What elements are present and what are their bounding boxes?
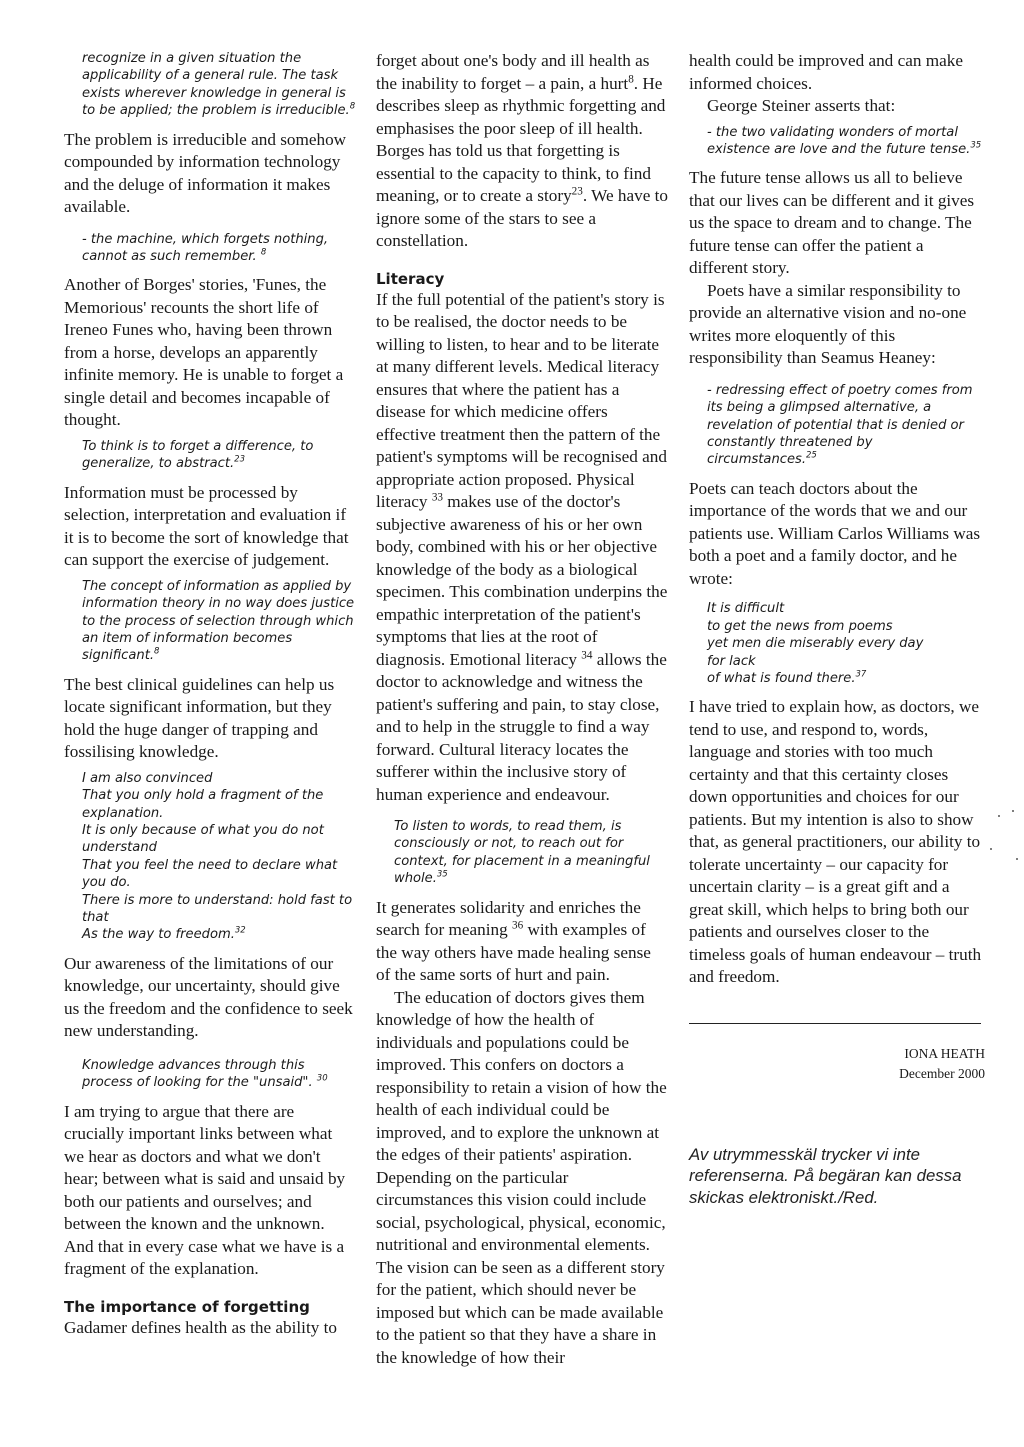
scan-speck — [1012, 810, 1014, 812]
paragraph: Poets can teach doctors about the importance of the words that we and our patients use. William Carlos Williams was both a poet and a family doctor, and he wrote: — [689, 478, 981, 588]
quote-gadamer-rule — [64, 50, 356, 120]
quote-unsaid — [64, 1057, 356, 1092]
column-2 — [376, 50, 668, 1369]
quote-text: - the two validating wonders of mortal existence are love and the future tense. — [707, 124, 971, 157]
paragraph: I have tried to explain how, as doctors, we tend to use, and respond to, words, language and stories with too much certainty and that this certainty closes down opportunities and choices for our patients. But my intention is also to show that, as general practitioners, our ability to tolerate uncertainty – our capacity for uncertain clarity – is a great gift and a great skill, which helps to bring both our patients and ourselves closer to the timeless goals of human endeavour – truth and freedom. — [689, 697, 982, 987]
poem-line-text: As the way to freedom. — [82, 927, 235, 943]
section-heading: The importance of forgetting — [64, 1297, 310, 1316]
scan-speck — [990, 848, 992, 850]
footnote-ref: 37 — [855, 669, 867, 680]
paragraph: Poets have a similar responsibility to provide an alternative vision and no-one writes more eloquently of this responsibility than Seamus Heaney: — [689, 280, 967, 368]
footnote-ref: 8 — [260, 247, 267, 258]
quote-text: - redressing effect of poetry comes from its being a glimpsed alternative, a revelation of potential that is denied or constantly threatened by circumstances. — [707, 382, 973, 468]
poem-line: I am also convinced — [82, 770, 213, 786]
footnote-ref: 8 — [628, 72, 634, 85]
quote-machine — [64, 231, 356, 266]
poem-line: It is difficult — [707, 601, 785, 617]
quote-williams-poem — [689, 600, 985, 687]
quote-text: The concept of information as applied by information theory in no way does justice to the process of selection through which an item of information becomes significant. — [82, 578, 355, 664]
editorial-note: Av utrymmesskäl trycker vi inte referenserna. På begäran kan dessa skickas elektroniskt./Red. — [689, 1144, 962, 1207]
poem-line: That you feel the need to declare what you do. — [82, 857, 338, 891]
column-3 — [689, 50, 985, 1208]
paragraph: The future tense allows us all to believe that our lives can be different and it gives us the space to dream and to change. The future tense can offer the patient a different story. — [689, 168, 975, 278]
scan-speck — [1016, 858, 1018, 860]
paragraph: I am trying to argue that there are crucially important links between what we hear as doctors and what we don't hear; between what is said and unsaid by both our patients and ourselves; and between the known and the unknown. And that in every case what we have is a fragment of the explanation. — [64, 1101, 346, 1279]
poem-line: yet men die miserably every day — [707, 636, 924, 652]
quote-information-theory — [64, 578, 356, 665]
footnote-ref: 32 — [234, 926, 246, 937]
text-run: It generates solidarity and enriches the search for meaning — [376, 897, 641, 940]
footnote-ref: 23 — [571, 185, 583, 198]
paragraph: George Steiner asserts that: — [707, 96, 896, 115]
poem-line: to get the news from poems — [707, 618, 893, 634]
paragraph: The education of doctors gives them knowledge of how the health of individuals and populations could be improved. This confers on doctors a responsibility to retain a vision of how the health of each individual could be improved, and to explore the unknown at the edges of their patients' aspiration. Depending on the particular circumstances this vision could include social, psychological, physical, economic, nutritional and environmental elements. The vision can be seen as a different story for the patient, which should never be imposed but which can be made available to the patient so that they have a share in the knowledge of how their — [376, 987, 667, 1367]
poem-line — [707, 670, 985, 687]
section-heading: Literacy — [376, 269, 445, 288]
footnote-ref: 30 — [316, 1073, 328, 1084]
quote-text: To think is to forget a difference, to generalize, to abstract. — [82, 438, 314, 472]
paragraph: Gadamer defines health as the ability to — [64, 1317, 337, 1337]
poem-line — [82, 926, 356, 943]
poem-line: It is only because of what you do not understand — [82, 823, 324, 856]
text-run: . He describes sleep as rhythmic forgetting and emphasises the poor sleep of ill health. Borges has told us that forgetting is essential to the capacity to think, to find meaning, or to create a story — [376, 73, 666, 205]
poem-line: That you only hold a fragment of the explanation. — [82, 788, 324, 821]
poem-line-text: of what is found there. — [707, 670, 856, 686]
text-run: allows the doctor to acknowledge and witness the patient's suffering and pain, to stay close, and to help in the struggle to find a way forward. Cultural literacy locates the sufferer within the inclusive story of human experience and endeavour. — [376, 649, 667, 804]
quote-text: Knowledge advances through this process of looking for the "unsaid". — [82, 1057, 313, 1091]
footnote-ref: 23 — [234, 454, 245, 465]
quote-think — [64, 438, 356, 473]
quote-text: - the machine, which forgets nothing, cannot as such remember. — [82, 231, 329, 265]
scan-speck — [998, 815, 1000, 817]
column-1 — [64, 50, 356, 1339]
paragraph: health could be improved and can make informed choices. — [689, 51, 963, 93]
quote-poem-fragment — [64, 770, 356, 944]
publication-date: December 2000 — [899, 1065, 985, 1081]
quote-text: To listen to words, to read them, is consciously or not, to reach out for context, for placement in a meaningful whole. — [394, 819, 650, 887]
footnote-ref: 8 — [153, 647, 160, 658]
paragraph — [376, 897, 668, 987]
footnote-ref: 25 — [806, 451, 817, 462]
divider-rule — [689, 1023, 981, 1024]
quote-steiner — [689, 124, 985, 159]
footnote-ref: 35 — [970, 140, 982, 151]
text-run: If the full potential of the patient's story is to be realised, the doctor needs to be willing to listen, to hear and to be literate at many different levels. Medical literacy ensures that where the patient has a disease for which medicine offers effective treatment then the pattern of the patient's symptoms will be recognised and appropriate action proposed. Physical literacy — [376, 289, 667, 511]
author-name: IONA HEATH — [904, 1045, 985, 1061]
footnote-ref: 8 — [349, 101, 356, 112]
footnote-ref: 34 — [581, 648, 593, 661]
paragraph: Another of Borges' stories, 'Funes, the Memorious' recounts the short life of Ireneo Funes who, having been thrown from a horse, develops an apparently infinite memory. He is unable to forget a single detail and becomes incapable of thought. — [64, 275, 344, 430]
paragraph: Information must be processed by selection, interpretation and evaluation if it is to become the sort of knowledge that can support the exercise of judgement. — [64, 482, 349, 570]
text-run: makes use of the doctor's subjective awareness of his or her own body, combined with his or her objective knowledge of the body as a biological specimen. This combination underpins the empathic interpretation of the patient's symptoms that lies at the root of diagnosis. Emotional literacy — [376, 492, 668, 669]
footnote-ref: 36 — [512, 919, 524, 932]
paragraph: The best clinical guidelines can help us locate significant information, but they hold the huge danger of trapping and fossilising knowledge. — [64, 674, 335, 762]
poem-line: for lack — [707, 653, 756, 669]
paragraph: The problem is irreducible and somehow compounded by information technology and the deluge of information it makes available. — [64, 129, 347, 217]
text-run: forget about one's body and ill health as the inability to forget – a pain, a hurt — [376, 51, 650, 93]
paragraph: Our awareness of the limitations of our knowledge, our uncertainty, should give us the freedom and the confidence to seek new understanding. — [64, 953, 353, 1041]
paragraph — [376, 50, 668, 253]
paragraph — [376, 289, 668, 807]
quote-text: recognize in a given situation the applicability of a general rule. The task exists wherever knowledge in general is to be applied; the problem is irreducible. — [82, 51, 350, 119]
footnote-ref: 35 — [436, 869, 448, 880]
quote-listen-to-words — [376, 818, 668, 888]
poem-line: There is more to understand: hold fast to that — [82, 892, 353, 926]
author-signature — [689, 1044, 985, 1084]
footnote-ref: 33 — [431, 491, 443, 504]
text-run: . We have to ignore some of the stars to see a constellation. — [376, 186, 669, 250]
text-run: with examples of the way others have made healing sense of the same sorts of hurt and pain. — [376, 920, 651, 985]
quote-heaney — [689, 382, 985, 469]
